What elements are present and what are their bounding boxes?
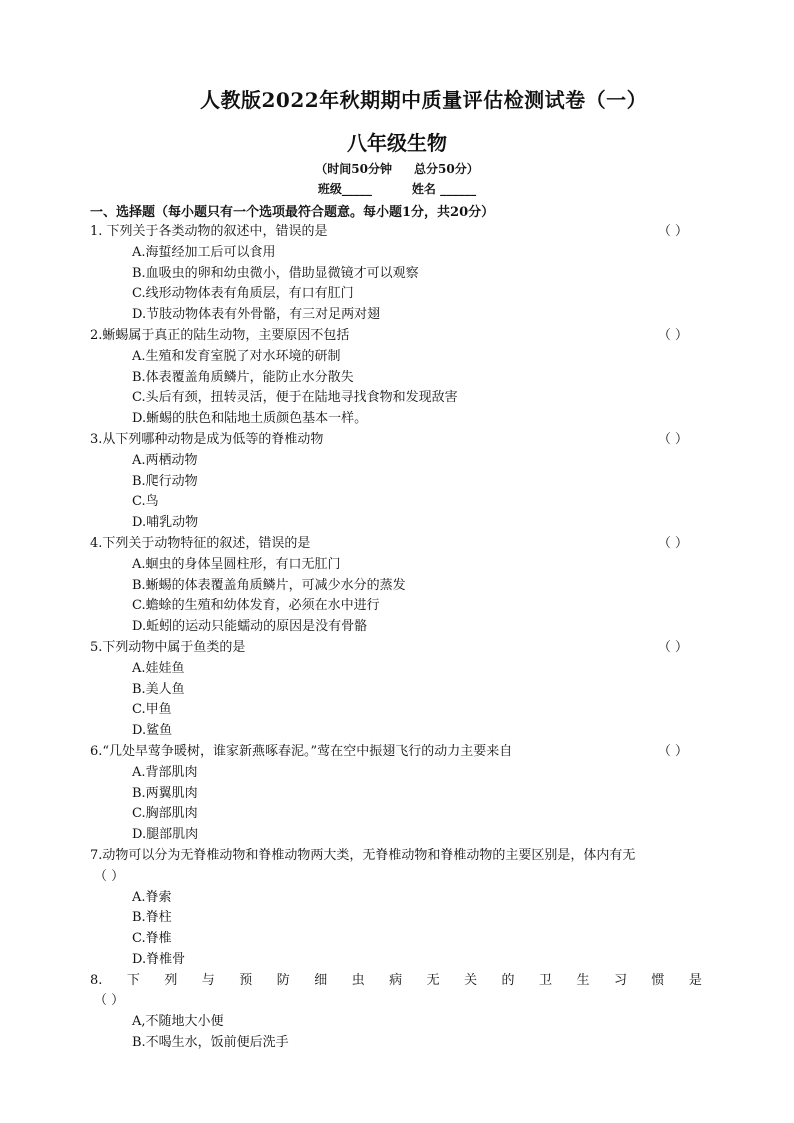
option-c: C.甲鱼 [132,702,172,718]
question-stem: 7.动物可以分为无脊椎动物和脊椎动物两大类，无脊椎动物和脊椎动物的主要区别是，体内有无 [90,847,636,863]
question-8 [90,971,702,1054]
stem-char: 下 [126,972,140,988]
stem-char: 惯 [651,972,665,988]
option-a: A.脊索 [132,889,172,905]
question-stem [90,971,702,992]
option-b: B.爬行动物 [132,473,198,489]
option-d: D.节肢动物体表有外骨骼，有三对足两对翅 [132,307,381,323]
section-heading: 一、选择题（每小题只有一个选项最符合题意。每小题1分，共20分） [90,205,495,220]
answer-blank: （ ） [657,535,688,551]
option-c: C.线形动物体表有角质层，有口有肛门 [132,286,354,302]
option-b: B.脊柱 [132,910,172,926]
class-field: 班级_____ [317,182,372,196]
stem-char: 生 [576,972,590,988]
option-a: A.海蜇经加工后可以食用 [132,244,276,260]
stem-char: 的 [501,972,515,988]
option-c: C.鸟 [132,494,159,510]
option-c: C.胸部肌肉 [132,806,198,822]
stem-char: 病 [389,972,403,988]
time-limit: （时间50分钟 [315,162,392,176]
option-b: B.两翼肌肉 [132,785,198,801]
option-d: D.哺乳动物 [132,515,199,531]
exam-subtitle: 八年级生物 [347,131,447,155]
question-6 [90,742,702,846]
option-d: D.鲨鱼 [132,723,173,739]
option-c: C.蟾蜍的生殖和幼体发育，必须在水中进行 [132,598,380,614]
answer-blank: （ ） [657,743,688,759]
question-1 [90,222,702,326]
stem-char: 列 [164,972,178,988]
option-c: C.头后有颈，扭转灵活，便于在陆地寻找食物和发现敌害 [132,390,458,406]
stem-char: 防 [276,972,290,988]
answer-blank: （ ） [94,868,125,884]
option-d: D.蜥蜴的肤色和陆地土质颜色基本一样。 [132,411,368,427]
stem-char: 细 [314,972,328,988]
option-a: A.蛔虫的身体呈圆柱形，有口无肛门 [132,556,341,572]
stem-char: 是 [688,972,702,988]
stem-char: 8. [90,972,103,988]
option-a: A.背部肌肉 [132,764,198,780]
stem-char: 与 [201,972,215,988]
answer-blank: （ ） [657,327,688,343]
stem-char: 无 [426,972,440,988]
question-7 [90,846,702,971]
stem-char: 关 [464,972,478,988]
option-b: B.不喝生水，饭前便后洗手 [132,1035,289,1051]
option-b: B.蜥蜴的体表覆盖角质鳞片，可减少水分的蒸发 [132,577,406,593]
question-list [90,222,702,1054]
answer-blank: （ ） [657,639,688,655]
question-5 [90,638,702,742]
stem-char: 习 [613,972,627,988]
question-stem: 5.下列动物中属于鱼类的是 [90,639,246,655]
option-b: B.血吸虫的卵和幼虫微小，借助显微镜才可以观察 [132,265,419,281]
stem-char: 卫 [539,972,553,988]
exam-meta [0,160,794,177]
option-d: D.脊椎骨 [132,951,186,967]
option-c: C.脊椎 [132,931,172,947]
option-d: D.腿部肌肉 [132,827,199,843]
stem-char: 虫 [351,972,365,988]
exam-title: 人教版2022年秋期期中质量评估检测试卷（一） [200,88,648,112]
question-stem: 4.下列关于动物特征的叙述，错误的是 [90,535,311,551]
name-field: 姓名 ______ [411,182,477,196]
question-3 [90,430,702,534]
question-stem: 2.蜥蜴属于真正的陆生动物，主要原因不包括 [90,327,350,343]
question-4 [90,534,702,638]
option-a: A.娃娃鱼 [132,660,185,676]
answer-blank: （ ） [657,224,688,239]
question-stem: 6.“几处早莺争暖树，谁家新燕啄春泥。”莺在空中振翅飞行的动力主要来自 [90,743,513,759]
question-2 [90,326,702,430]
stem-char: 预 [239,972,253,988]
option-b: B.美人鱼 [132,681,185,697]
option-a: A.两栖动物 [132,452,198,468]
option-a: A,不随地大小便 [132,1014,224,1030]
answer-blank: （ ） [94,993,125,1009]
answer-blank: （ ） [657,431,688,447]
total-score: 总分50分） [414,162,479,176]
question-stem: 3.从下列哪种动物是成为低等的脊椎动物 [90,431,324,447]
student-info [0,180,794,197]
option-d: D.蚯蚓的运动只能蠕动的原因是没有骨骼 [132,619,368,635]
option-b: B.体表覆盖角质鳞片，能防止水分散失 [132,369,354,385]
option-a: A.生殖和发育室脱了对水环境的研制 [132,348,341,364]
question-stem: 1. 下列关于各类动物的叙述中，错误的是 [90,224,328,239]
